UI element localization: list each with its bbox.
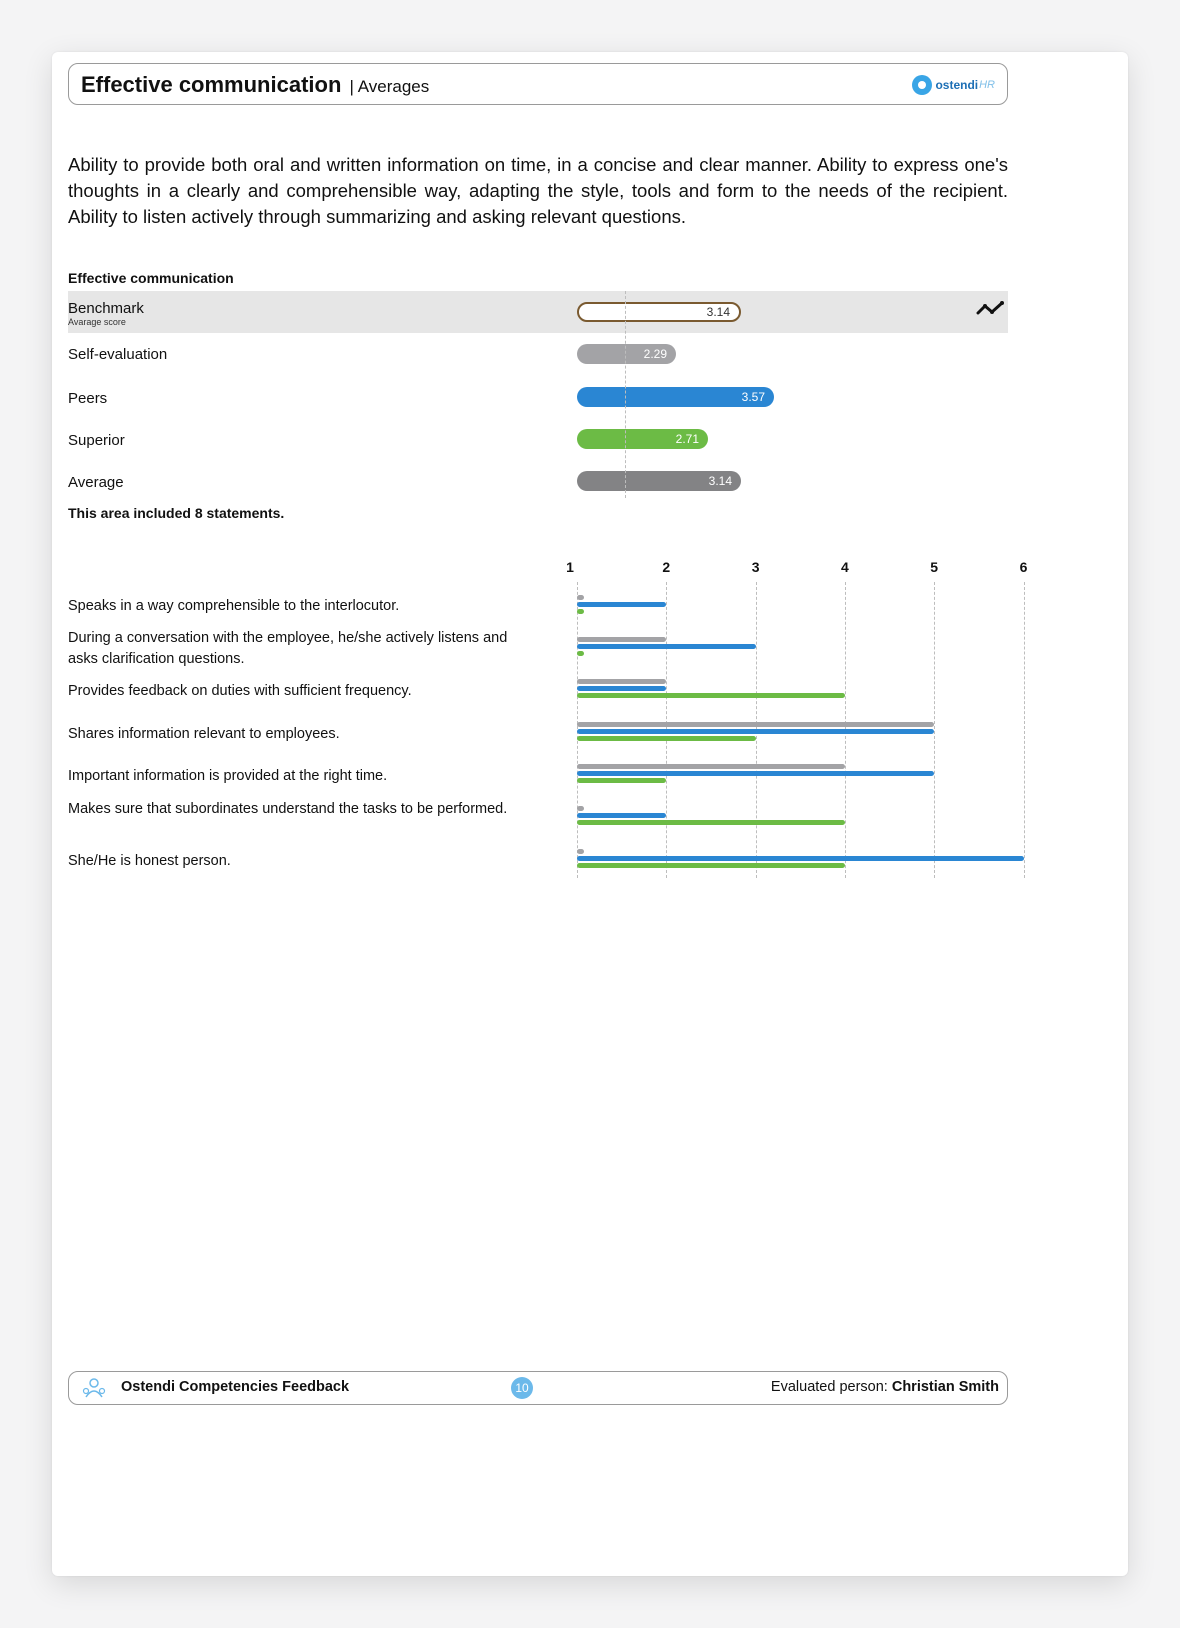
statement-bar-self-evaluation: [577, 722, 934, 727]
evaluated-name: Christian Smith: [891, 1379, 999, 1395]
statement-bar-superior: [577, 609, 584, 614]
summary-value-label: 3.57: [741, 390, 765, 404]
statements-note: This area included 8 statements.: [68, 505, 285, 521]
summary-row-label: Superior: [68, 432, 125, 449]
statement-bar-peers: [577, 813, 666, 818]
summary-row-label: Benchmark: [68, 300, 144, 317]
statement-label: Shares information relevant to employees.: [68, 726, 340, 742]
logo-suffix: HR: [979, 79, 995, 91]
statement-bar-superior: [577, 863, 845, 868]
summary-row-label: Average: [68, 474, 124, 491]
statement-label: Important information is provided at the right time.: [68, 768, 388, 784]
statement-bar-peers: [577, 644, 756, 649]
statement-label: She/He is honest person.: [68, 853, 231, 869]
trend-icon[interactable]: [976, 299, 1006, 319]
summary-bar: [577, 302, 741, 322]
summary-row-label: Self-evaluation: [68, 346, 168, 363]
x-tick-label: 6: [1019, 559, 1028, 575]
logo-word: ostendi: [935, 78, 979, 92]
page-number: 10: [511, 1377, 533, 1399]
benchmark-row-bg: [68, 291, 1008, 333]
statement-bar-superior: [577, 820, 845, 825]
people-icon: [81, 1377, 107, 1399]
statement-bar-self-evaluation: [577, 849, 584, 854]
gridline: [1024, 582, 1025, 878]
page-title: [81, 72, 429, 98]
statement-bar-superior: [577, 651, 584, 656]
statement-label: Makes sure that subordinates understand the tasks to be performed.: [68, 801, 508, 817]
summary-value-label: 2.71: [675, 432, 699, 446]
statement-bar-peers: [577, 856, 1024, 861]
statement-bar-peers: [577, 771, 934, 776]
summary-bar: [577, 387, 774, 407]
logo-circle-icon: [912, 75, 932, 95]
statement-bar-peers: [577, 686, 666, 691]
statement-bar-self-evaluation: [577, 637, 666, 642]
benchmark-sub-label: Avarage score: [68, 317, 126, 327]
x-tick-label: 2: [662, 559, 671, 575]
summary-value-label: 3.14: [706, 305, 730, 319]
statement-bar-peers: [577, 729, 934, 734]
section-header: [68, 63, 1008, 105]
x-tick-label: 5: [930, 559, 939, 575]
summary-bar: [577, 344, 676, 364]
summary-title: Effective communication: [68, 270, 234, 286]
statement-label: Speaks in a way comprehensible to the interlocutor.: [68, 598, 400, 614]
summary-value-label: 3.14: [708, 474, 732, 488]
statement-bar-superior: [577, 693, 845, 698]
ostendi-logo: [912, 74, 995, 96]
statement-bar-self-evaluation: [577, 595, 584, 600]
x-tick-label: 4: [840, 559, 849, 575]
competency-description: Ability to provide both oral and written information on time, in a concise and clear manner. Ability to express one's thoughts in a clearly and comprehensible way, adapting the style, tools and form to the needs of the recipient. Ability to listen actively through summarizing and asking relevant questions.: [68, 154, 1008, 227]
benchmark-line: [625, 291, 626, 498]
statement-bar-peers: [577, 602, 666, 607]
app-name: Ostendi Competencies Feedback: [121, 1379, 350, 1395]
page-footer: [68, 1371, 1008, 1405]
statement-bar-self-evaluation: [577, 764, 845, 769]
title-subtitle: | Averages: [349, 77, 430, 96]
title-text: Effective communication: [81, 72, 342, 97]
gridline: [934, 582, 935, 878]
summary-value-label: 2.29: [643, 347, 667, 361]
statement-label: Provides feedback on duties with sufficient frequency.: [68, 683, 412, 699]
summary-bar: [577, 471, 741, 491]
summary-row-label: Peers: [68, 390, 108, 407]
statement-bar-superior: [577, 736, 756, 741]
statement-bar-self-evaluation: [577, 806, 584, 811]
x-tick-label: 3: [751, 559, 760, 575]
statement-label: During a conversation with the employee, he/she actively listens and asks clarification questions.: [68, 630, 508, 667]
evaluated-person: [771, 1379, 999, 1395]
statement-bar-superior: [577, 778, 666, 783]
evaluated-label: Evaluated person:: [770, 1379, 888, 1395]
statement-bar-self-evaluation: [577, 679, 666, 684]
summary-bar: [577, 429, 708, 449]
x-tick-label: 1: [566, 559, 574, 575]
